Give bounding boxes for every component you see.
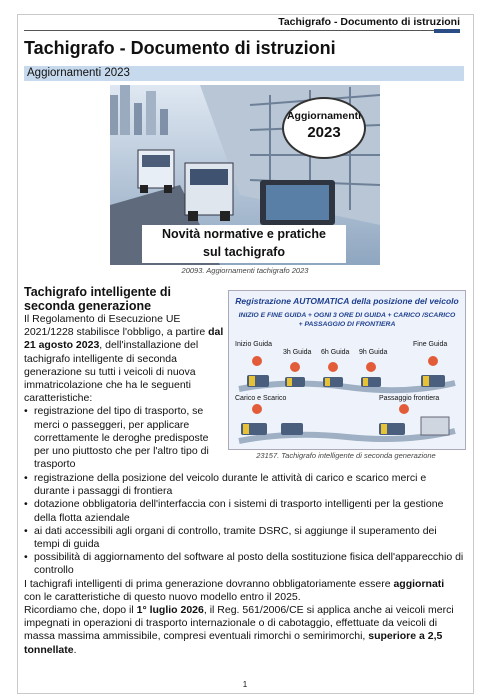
diagram-subtitle: INIZIO E FINE GUIDA + OGNI 3 ORE DI GUIDA + CARICO /SCARICO + PASSAGGIO DI FRONTIERA (238, 312, 456, 328)
page-number: 1 (242, 680, 248, 689)
subsection-title: Tachigrafo intelligente di seconda generazione (24, 285, 172, 313)
section-bar (24, 66, 464, 81)
running-header: Tachigrafo - Documento di istruzioni (278, 16, 460, 28)
truck-icon (185, 163, 233, 221)
diagram-title: Registrazione AUTOMATICA della posizione del veicolo (235, 296, 459, 306)
intro-paragraph: Il Regolamento di Esecuzione UE 2021/1228 stabilisce l'obbligo, a partire dal 21 agosto 2023, dell'installazione del tachigrafo intelligente di seconda generazione su tutti i veicoli di nuova immatricolazione che ha le seguenti caratteristiche: (24, 313, 224, 405)
section-title: Aggiornamenti 2023 (27, 67, 130, 79)
bullet-list-full (24, 472, 464, 578)
document-title: Tachigrafo - Documento di istruzioni (24, 38, 336, 58)
label-3h: 3h Guida (283, 349, 312, 356)
hero-figure-caption: 20093. Aggiornamenti tachigrafo 2023 (181, 266, 309, 275)
header-accent-tab (434, 29, 460, 33)
hero-image (110, 85, 380, 265)
list-item: • ai dati accessibili agli organi di controllo, tramite DSRC, si aggiunge il superamento dei tempi di guida (24, 525, 464, 551)
label-start: Inizio Guida (235, 341, 272, 348)
bullet-list-left (24, 405, 224, 471)
list-item: • dotazione obbligatoria dell'interfaccia con i sistemi di trasporto intelligenti per la gestione della flotta aziendale (24, 498, 464, 524)
label-6h: 6h Guida (321, 349, 350, 356)
main-text-column (24, 472, 464, 657)
hero-caption: Novità normative e pratiche sul tachigrafo (142, 225, 346, 263)
update-badge: Aggiornamenti 2023 (282, 97, 366, 159)
list-item: • registrazione della posizione del veicolo durante le attività di carico e scarico merci e durante i passaggi di frontiera (24, 472, 464, 498)
label-9h: 9h Guida (359, 349, 388, 356)
label-load: Carico e Scarico (235, 395, 287, 402)
truck-icon (138, 150, 174, 193)
paragraph-regulation-2026: Ricordiamo che, dopo il 1° luglio 2026, il Reg. 561/2006/CE si applica anche ai veicoli merci impegnati in operazioni di trasporto internazionale o di cabotaggio, effettuate da veicoli di massa massima ammissibile, compresi eventuali rimorchi o semirimorchi, superiore a 2,5 tonnellate. (24, 604, 454, 656)
label-end: Fine Guida (413, 341, 448, 348)
intro-column (24, 313, 224, 471)
diagram-figure-caption: 23157. Tachigrafo intelligente di seconda generazione (256, 451, 436, 460)
list-item: • registrazione del tipo di trasporto, se merci o passeggeri, per applicare correttamente le deroghe predisposte per uno piuttosto che per l'altro tipo di trasporto (24, 405, 224, 471)
list-item: • possibilità di aggiornamento del software al posto della sostituzione fisica dell'apparecchio di controllo (24, 551, 464, 577)
diagram-graphics (229, 291, 465, 449)
header-rule (24, 30, 460, 31)
position-recording-diagram (228, 290, 466, 450)
label-border: Passaggio frontiera (379, 395, 440, 402)
paragraph-update-deadline: I tachigrafi intelligenti di prima generazione dovranno obbligatoriamente essere aggiornati con le caratteristiche di questo nuovo modello entro il 2025. (24, 577, 445, 603)
